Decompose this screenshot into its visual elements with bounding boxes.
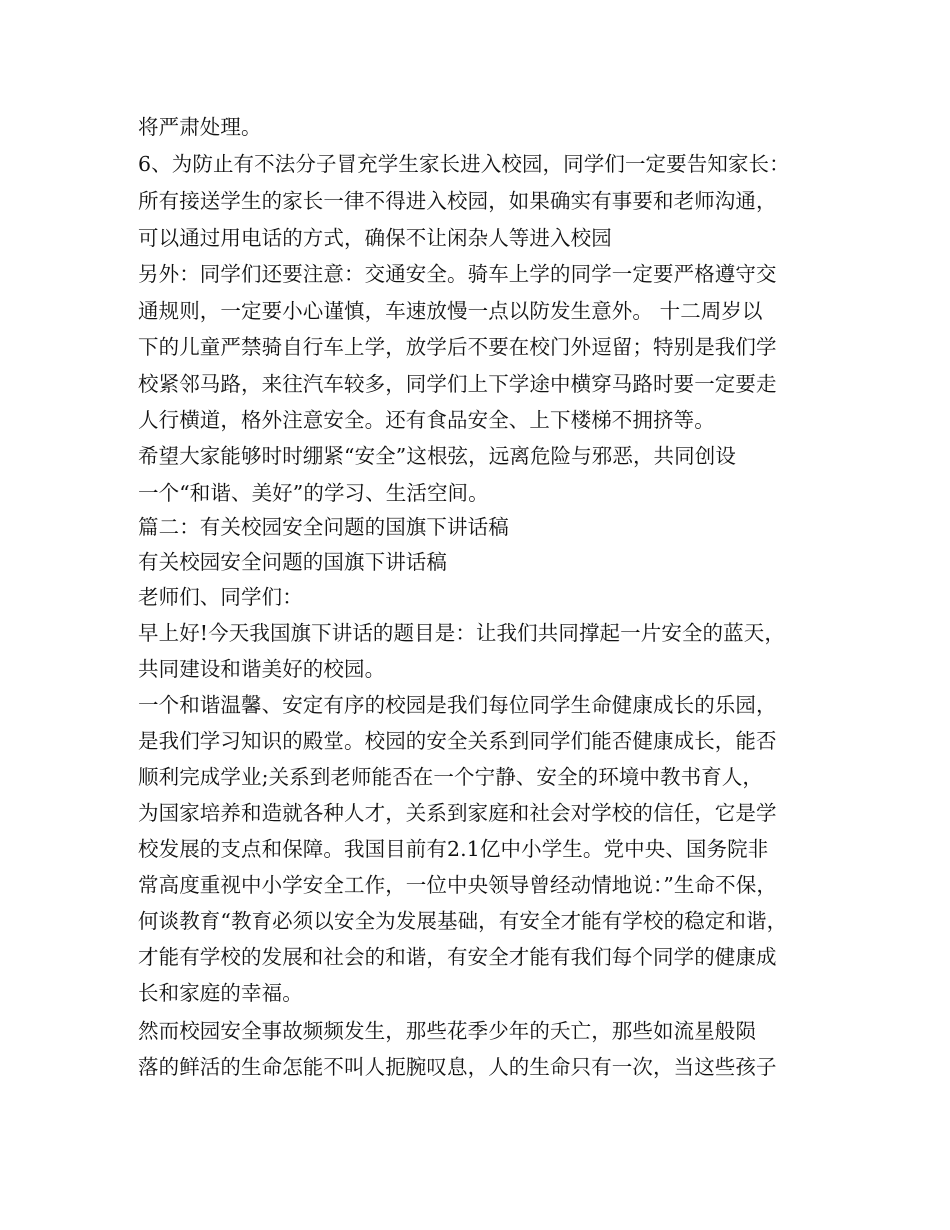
text-line: 将严肃处理。 — [138, 115, 262, 139]
text-line: 可以通过用电话的方式，确保不让闲杂人等进入校园 — [138, 226, 612, 250]
section-heading: 篇二：有关校园安全问题的国旗下讲话稿 — [138, 515, 509, 539]
text-line: 早上好!今天我国旗下讲话的题目是：让我们共同撑起一片安全的蓝天， — [138, 621, 785, 645]
text-line: 有关校园安全问题的国旗下讲话稿 — [138, 550, 447, 574]
text-line: 校紧邻马路，来往汽车较多，同学们上下学途中横穿马路时要一定要走 — [138, 372, 777, 396]
text-line: 落的鲜活的生命怎能不叫人扼腕叹息，人的生命只有一次，当这些孩子 — [138, 1055, 777, 1079]
text-line: 所有接送学生的家长一律不得进入校园，如果确实有事要和老师沟通， — [138, 189, 777, 213]
text-line: 是我们学习知识的殿堂。校园的安全关系到同学们能否健康成长，能否 — [138, 729, 777, 753]
text-line: 校发展的支点和保障。我国目前有2.1亿中小学生。党中央、国务院非 — [138, 837, 769, 861]
text-line: 然而校园安全事故频频发生，那些花季少年的夭亡，那些如流星般陨 — [138, 1019, 756, 1043]
text-line: 一个和谐温馨、安定有序的校园是我们每位同学生命健康成长的乐园， — [138, 693, 777, 717]
text-line: 顺利完成学业;关系到老师能否在一个宁静、安全的环境中教书育人， — [138, 765, 764, 789]
text-line: 人行横道，格外注意安全。还有食品安全、上下楼梯不拥挤等。 — [138, 408, 715, 432]
text-line: 何谈教育“教育必须以安全为发展基础，有安全才能有学校的稳定和谐， — [138, 909, 788, 933]
text-line: 老师们、同学们： — [138, 585, 303, 609]
text-line: 另外：同学们还要注意：交通安全。骑车上学的同学一定要严格遵守交 — [138, 262, 777, 286]
text-line: 长和家庭的幸福。 — [138, 981, 303, 1005]
text-line: 共同建设和谐美好的校园。 — [138, 657, 386, 681]
text-line: 6、为防止有不法分子冒充学生家长进入校园，同学们一定要告知家长： — [138, 152, 790, 176]
text-line: 为国家培养和造就各种人才，关系到家庭和社会对学校的信任，它是学 — [138, 801, 777, 825]
text-line: 才能有学校的发展和社会的和谐，有安全才能有我们每个同学的健康成 — [138, 945, 777, 969]
text-line: 常高度重视中小学安全工作，一位中央领导曾经动情地说：”生命不保， — [138, 873, 777, 897]
text-line: 希望大家能够时时绷紧“安全”这根弦，远离危险与邪恶，共同创设 — [138, 444, 736, 468]
text-line: 一个“和谐、美好”的学习、生活空间。 — [138, 481, 489, 505]
text-line: 通规则，一定要小心谨慎，车速放慢一点以防发生意外。 十二周岁以 — [138, 299, 763, 323]
text-line: 下的儿童严禁骑自行车上学，放学后不要在校门外逗留；特别是我们学 — [138, 335, 777, 359]
